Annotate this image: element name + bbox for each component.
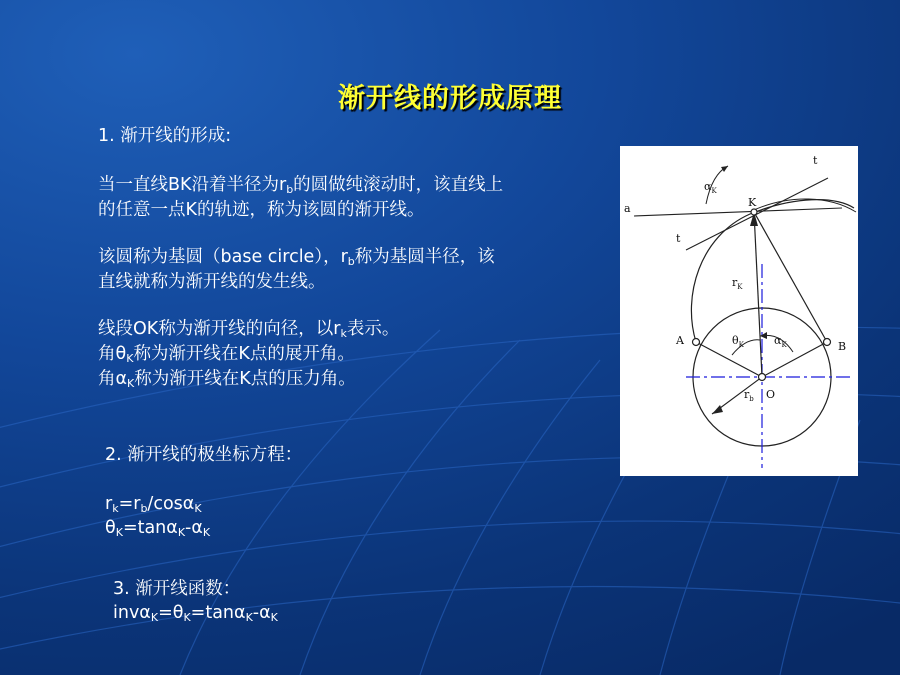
label-point-b: B [838, 340, 847, 353]
section1-para1-line1: 当一直线BK沿着半径为$r_b$的圆做纯滚动时，该直线上 [98, 175, 504, 196]
label-alpha-k-top: $\alpha_K$ [704, 180, 717, 195]
point-k [751, 209, 757, 215]
section1-para3-line1: 线段OK称为渐开线的向径，以$r_k$表示。 [98, 319, 400, 340]
involute-diagram-svg [620, 146, 858, 476]
generating-line-kb [754, 212, 827, 342]
alpha-arc-top-arrow [721, 166, 728, 172]
point-o [759, 374, 766, 381]
point-b [824, 339, 831, 346]
label-k: K [748, 196, 757, 209]
label-alpha-k-mid: $\alpha_K$ [774, 334, 787, 349]
label-r-b: $r_b$ [744, 388, 754, 403]
radius-oa [696, 342, 762, 377]
radius-ob [762, 342, 827, 377]
section1-para2-line1: 该圆称为基圆（base circle），$r_b$称为基圆半径，该 [98, 247, 495, 268]
label-point-a: A [676, 334, 684, 347]
polar-equation-rk: $r_k=r_b/\cos\alpha_K$ [105, 494, 202, 515]
involute-function-equation: $inv\alpha_K=\theta_K=\tan\alpha_K-\alpha_K$ [113, 603, 278, 624]
involute-curve [691, 200, 854, 342]
alpha-arc-mid-arrow [760, 332, 767, 339]
section1-para3-line2: 角$\theta_K$称为渐开线在K点的展开角。 [98, 344, 355, 365]
section1-para3-line3: 角$\alpha_K$称为渐开线在K点的压力角。 [98, 369, 356, 390]
point-a [693, 339, 700, 346]
polar-equation-theta: $\theta_K=\tan\alpha_K-\alpha_K$ [105, 518, 211, 539]
involute-diagram [620, 146, 858, 476]
label-a-line: a [624, 202, 631, 215]
label-theta-k: $\theta_K$ [732, 334, 744, 349]
section2-heading: 2. 渐开线的极坐标方程： [105, 445, 303, 465]
section1-para2-line2: 直线就称为渐开线的发生线。 [98, 272, 326, 292]
page-title: 渐开线的形成原理 [338, 83, 562, 114]
section1-heading: 1. 渐开线的形成: [98, 126, 232, 146]
section1-para1-line2: 的任意一点K的轨迹，称为该圆的渐开线。 [98, 200, 425, 220]
radius-rb-arrow [712, 405, 723, 414]
label-t-left: t [676, 232, 681, 245]
section3-heading: 3. 渐开线函数： [113, 579, 241, 599]
label-r-k: $r_K$ [732, 276, 743, 291]
involute-upper-arc [754, 199, 856, 212]
line-a [634, 208, 842, 216]
label-point-o: O [766, 388, 776, 401]
label-t-top: t [813, 154, 818, 167]
radius-ok [754, 212, 762, 377]
